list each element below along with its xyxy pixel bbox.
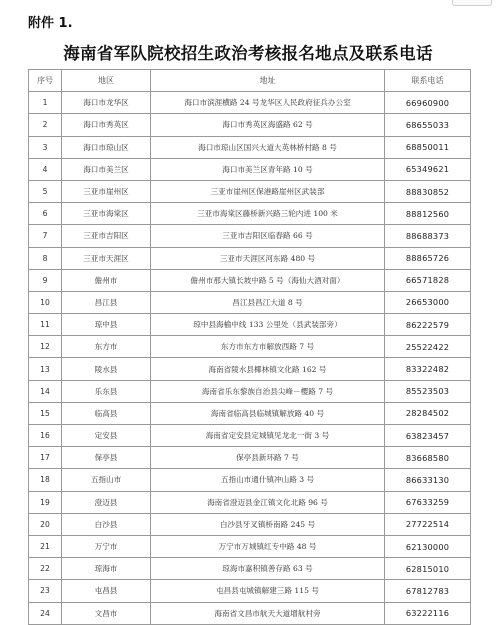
table-row: [29, 203, 471, 225]
table-row: [29, 225, 471, 247]
cell-region: 三亚市吉阳区: [62, 225, 151, 247]
cell-address: 海口市滨涯横路 24 号龙华区人民政府征兵办公室: [151, 92, 385, 114]
document-title: 海南省军队院校招生政治考核报名地点及联系电话: [63, 44, 433, 63]
table-body: [29, 92, 471, 625]
cell-serial: 5: [29, 180, 62, 202]
cell-address: 三亚市吉阳区临春路 66 号: [151, 225, 385, 247]
cell-address: 三亚市崖州区保港路崖州区武装部: [151, 180, 385, 202]
cell-serial: 3: [29, 136, 62, 158]
cell-address: 白沙县牙叉镇桥南路 245 号: [151, 513, 385, 535]
cell-address: 海口市美兰区青年路 10 号: [151, 158, 385, 180]
table-row: [29, 291, 471, 313]
table-header-row: [29, 70, 471, 92]
cell-serial: 1: [29, 92, 62, 114]
cell-address: 昌江县昌江大道 8 号: [151, 291, 385, 313]
cell-phone: 65349621: [385, 158, 471, 180]
table-row: [29, 602, 471, 624]
cell-region: 白沙县: [62, 513, 151, 535]
cell-address: 海南省陵水县椰林镇文化路 162 号: [151, 358, 385, 380]
table-row: [29, 180, 471, 202]
cell-serial: 20: [29, 513, 62, 535]
contacts-table: [28, 69, 471, 625]
cell-phone: 83322482: [385, 358, 471, 380]
table-row: [29, 336, 471, 358]
cell-serial: 19: [29, 491, 62, 513]
cell-region: 海口市秀英区: [62, 114, 151, 136]
cell-region: 东方市: [62, 336, 151, 358]
table-row: [29, 535, 471, 557]
cell-region: 昌江县: [62, 291, 151, 313]
cell-serial: 9: [29, 269, 62, 291]
cell-address: 海口市秀英区海盛路 62 号: [151, 114, 385, 136]
cell-region: 保亭县: [62, 447, 151, 469]
cell-region: 海口市龙华区: [62, 92, 151, 114]
cell-serial: 15: [29, 402, 62, 424]
cell-serial: 16: [29, 425, 62, 447]
cell-serial: 24: [29, 602, 62, 624]
cell-address: 琼海市嘉积镇善存路 63 号: [151, 558, 385, 580]
cell-phone: 83668580: [385, 447, 471, 469]
cell-region: 乐东县: [62, 380, 151, 402]
cell-phone: 67812783: [385, 580, 471, 602]
cell-phone: 66571828: [385, 269, 471, 291]
cell-address: 东方市东方市解放西路 7 号: [151, 336, 385, 358]
table-row: [29, 513, 471, 535]
cell-region: 琼海市: [62, 558, 151, 580]
cell-region: 三亚市天涯区: [62, 247, 151, 269]
cell-address: 三亚市天涯区河东路 480 号: [151, 247, 385, 269]
cell-region: 陵水县: [62, 358, 151, 380]
cell-serial: 21: [29, 535, 62, 557]
cell-address: 五指山市通什镇冲山路 3 号: [151, 469, 385, 491]
cell-region: 三亚市崖州区: [62, 180, 151, 202]
cell-address: 海南省乐东黎族自治县尖峰－樱路 7 号: [151, 380, 385, 402]
cell-phone: 86633130: [385, 469, 471, 491]
cell-phone: 62815010: [385, 558, 471, 580]
cell-region: 万宁市: [62, 535, 151, 557]
table-row: [29, 269, 471, 291]
table-row: [29, 469, 471, 491]
cell-phone: 66960900: [385, 92, 471, 114]
table-row: [29, 402, 471, 424]
table-row: [29, 314, 471, 336]
cell-region: 临高县: [62, 402, 151, 424]
cell-phone: 28284502: [385, 402, 471, 424]
cell-address: 海南省定安县定城镇见龙北一街 3 号: [151, 425, 385, 447]
cell-address: 保亭县新环路 7 号: [151, 447, 385, 469]
cell-region: 三亚市海棠区: [62, 203, 151, 225]
cell-region: 五指山市: [62, 469, 151, 491]
cell-serial: 8: [29, 247, 62, 269]
header-phone: 联系电话: [385, 70, 471, 92]
cell-serial: 11: [29, 314, 62, 336]
cell-address: 万宁市万城镇红专中路 48 号: [151, 535, 385, 557]
cell-serial: 10: [29, 291, 62, 313]
table-row: [29, 425, 471, 447]
cell-region: 文昌市: [62, 602, 151, 624]
cell-serial: 13: [29, 358, 62, 380]
cell-phone: 88865726: [385, 247, 471, 269]
cell-address: 海口市琼山区国兴大道大英林桥村路 8 号: [151, 136, 385, 158]
table-row: [29, 92, 471, 114]
table-row: [29, 358, 471, 380]
table-row: [29, 580, 471, 602]
header-serial: 序号: [29, 70, 62, 92]
table-row: [29, 136, 471, 158]
cell-serial: 2: [29, 114, 62, 136]
cell-phone: 67633259: [385, 491, 471, 513]
cell-phone: 68655033: [385, 114, 471, 136]
attachment-label: 附件 1.: [28, 16, 73, 31]
cell-serial: 7: [29, 225, 62, 247]
cell-serial: 18: [29, 469, 62, 491]
cell-region: 海口市美兰区: [62, 158, 151, 180]
table-row: [29, 447, 471, 469]
cell-region: 儋州市: [62, 269, 151, 291]
table-row: [29, 247, 471, 269]
cell-region: 海口市琼山区: [62, 136, 151, 158]
table-row: [29, 491, 471, 513]
cell-address: 海南省澄迈县金江镇文化北路 96 号: [151, 491, 385, 513]
cell-serial: 4: [29, 158, 62, 180]
cell-phone: 26653000: [385, 291, 471, 313]
cell-phone: 88830852: [385, 180, 471, 202]
cell-region: 屯昌县: [62, 580, 151, 602]
cell-serial: 22: [29, 558, 62, 580]
cell-address: 儋州市那大镇长坡中路 5 号（海仙大酒对面）: [151, 269, 385, 291]
cell-address: 海南省文昌市航天大道增航村旁: [151, 602, 385, 624]
cell-serial: 14: [29, 380, 62, 402]
cell-region: 定安县: [62, 425, 151, 447]
cell-serial: 23: [29, 580, 62, 602]
cell-phone: 86222579: [385, 314, 471, 336]
cell-phone: 63222116: [385, 602, 471, 624]
cell-address: 屯昌县屯城镇解建三路 115 号: [151, 580, 385, 602]
cell-address: 三亚市海棠区藤桥新兴路三轮内进 100 米: [151, 203, 385, 225]
cell-phone: 62130000: [385, 535, 471, 557]
table-row: [29, 114, 471, 136]
cell-phone: 88812560: [385, 203, 471, 225]
table-row: [29, 158, 471, 180]
cell-address: 琼中县海榆中线 133 公里处（县武装部旁）: [151, 314, 385, 336]
cell-phone: 68850011: [385, 136, 471, 158]
header-region: 地区: [62, 70, 151, 92]
header-address: 地址: [151, 70, 385, 92]
cell-serial: 6: [29, 203, 62, 225]
cell-phone: 63823457: [385, 425, 471, 447]
cell-phone: 85523503: [385, 380, 471, 402]
cell-address: 海南省临高县临城镇解放路 40 号: [151, 402, 385, 424]
cell-phone: 27722514: [385, 513, 471, 535]
cell-serial: 12: [29, 336, 62, 358]
table-row: [29, 380, 471, 402]
cell-region: 琼中县: [62, 314, 151, 336]
cell-phone: 88688373: [385, 225, 471, 247]
cell-serial: 17: [29, 447, 62, 469]
corner-tab: [452, 0, 492, 6]
table-row: [29, 558, 471, 580]
cell-region: 澄迈县: [62, 491, 151, 513]
cell-phone: 25522422: [385, 336, 471, 358]
